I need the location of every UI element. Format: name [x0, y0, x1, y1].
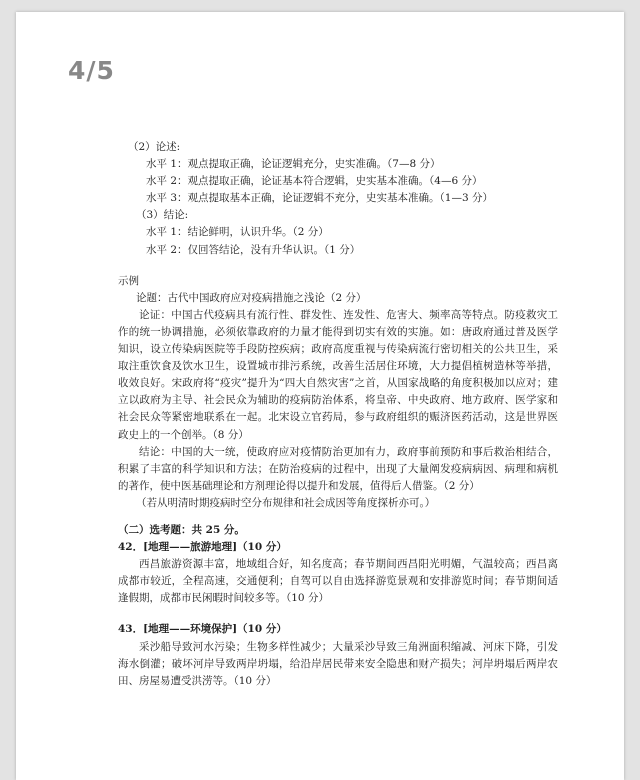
example-label: 示例 [118, 274, 139, 287]
jielun-heading: （3）结论: [136, 209, 189, 222]
q42-body: 西昌旅游资源丰富，地域组合好，知名度高；春节期间西昌阳光明媚，气温较高；西昌离成都市较近，全程高速，交通便利；自驾可以自由选择游览景观和安排游览时间；春节期间适逢假期，成都市民闲暇时间较多等。（10 分） [118, 558, 558, 605]
jielun-level-2: 水平 2：仅回答结论，没有升华认识。（1 分） [146, 243, 361, 256]
section-title: （二）选考题：共 25 分。 [118, 523, 245, 536]
jielun-level-1: 水平 1：结论鲜明，认识升华。（2 分） [146, 226, 329, 239]
q43-title: 43．[地理——环境保护]（10 分） [118, 623, 287, 636]
q42-title: 42．[地理——旅游地理]（10 分） [118, 541, 287, 554]
example-topic: 论题：古代中国政府应对疫病措施之浅论（2 分） [136, 291, 367, 304]
example-conclusion: 结论：中国的大一统，使政府应对疫情防治更加有力，政府事前预防和事后救治相结合，积累了丰富的科学知识和方法；在防治疫病的过程中，出现了大量阐发疫病病因、病理和病机的著作，使中医基础理论和方剂理论得以提升和发展，值得后人借鉴。（2 分） [118, 445, 558, 492]
document-page [16, 12, 624, 780]
example-argument: 论证：中国古代疫病具有流行性、群发性、连发性、危害大、频率高等特点。防疫救灾工作的统一协调措施，必须依靠政府的力量才能得到切实有效的实施。如：唐政府通过普及医学知识，设立传染病医院等手段防控疾病；政府高度重视与传染病流行密切相关的公共卫生，采取注重饮食及饮水卫生，设置城市排污系统，改善生活居住环境，大力提倡植树造林等举措，收效良好。宋政府将“疫灾”提升为“四大自然灾害”之首，从国家战略的角度积极加以应对；建立以政府为主导、社会民众为辅助的疫病防治体系，将皇帝、中央政府、地方政府、医学家和社会民众等紧密地联系在一起。北宋设立官药局，参与政府组织的赈济医药活动，这是世界医政史上的一个创举。（8 分） [118, 308, 558, 441]
page-counter: 4/5 [68, 56, 115, 85]
lunshu-level-1: 水平 1：观点提取正确，论证逻辑充分，史实准确。（7—8 分） [146, 158, 441, 171]
lunshu-heading: （2）论述: [128, 141, 181, 153]
example-note: （若从明清时期疫病时空分布规律和社会成因等角度探析亦可。） [136, 496, 436, 509]
page-content [118, 139, 558, 690]
lunshu-level-2: 水平 2：观点提取正确，论证基本符合逻辑，史实基本准确。（4—6 分） [146, 175, 483, 188]
q43-body: 采沙船导致河水污染；生物多样性减少；大量采沙导致三角洲面积缩减、河床下降，引发海水倒灌；破坏河岸导致两岸坍塌，给沿岸居民带来安全隐患和财产损失；河岸坍塌后两岸农田、房屋易遭受洪涝等。（10 分） [118, 640, 558, 687]
lunshu-level-3: 水平 3：观点提取基本正确，论证逻辑不充分，史实基本准确。（1—3 分） [146, 192, 493, 205]
